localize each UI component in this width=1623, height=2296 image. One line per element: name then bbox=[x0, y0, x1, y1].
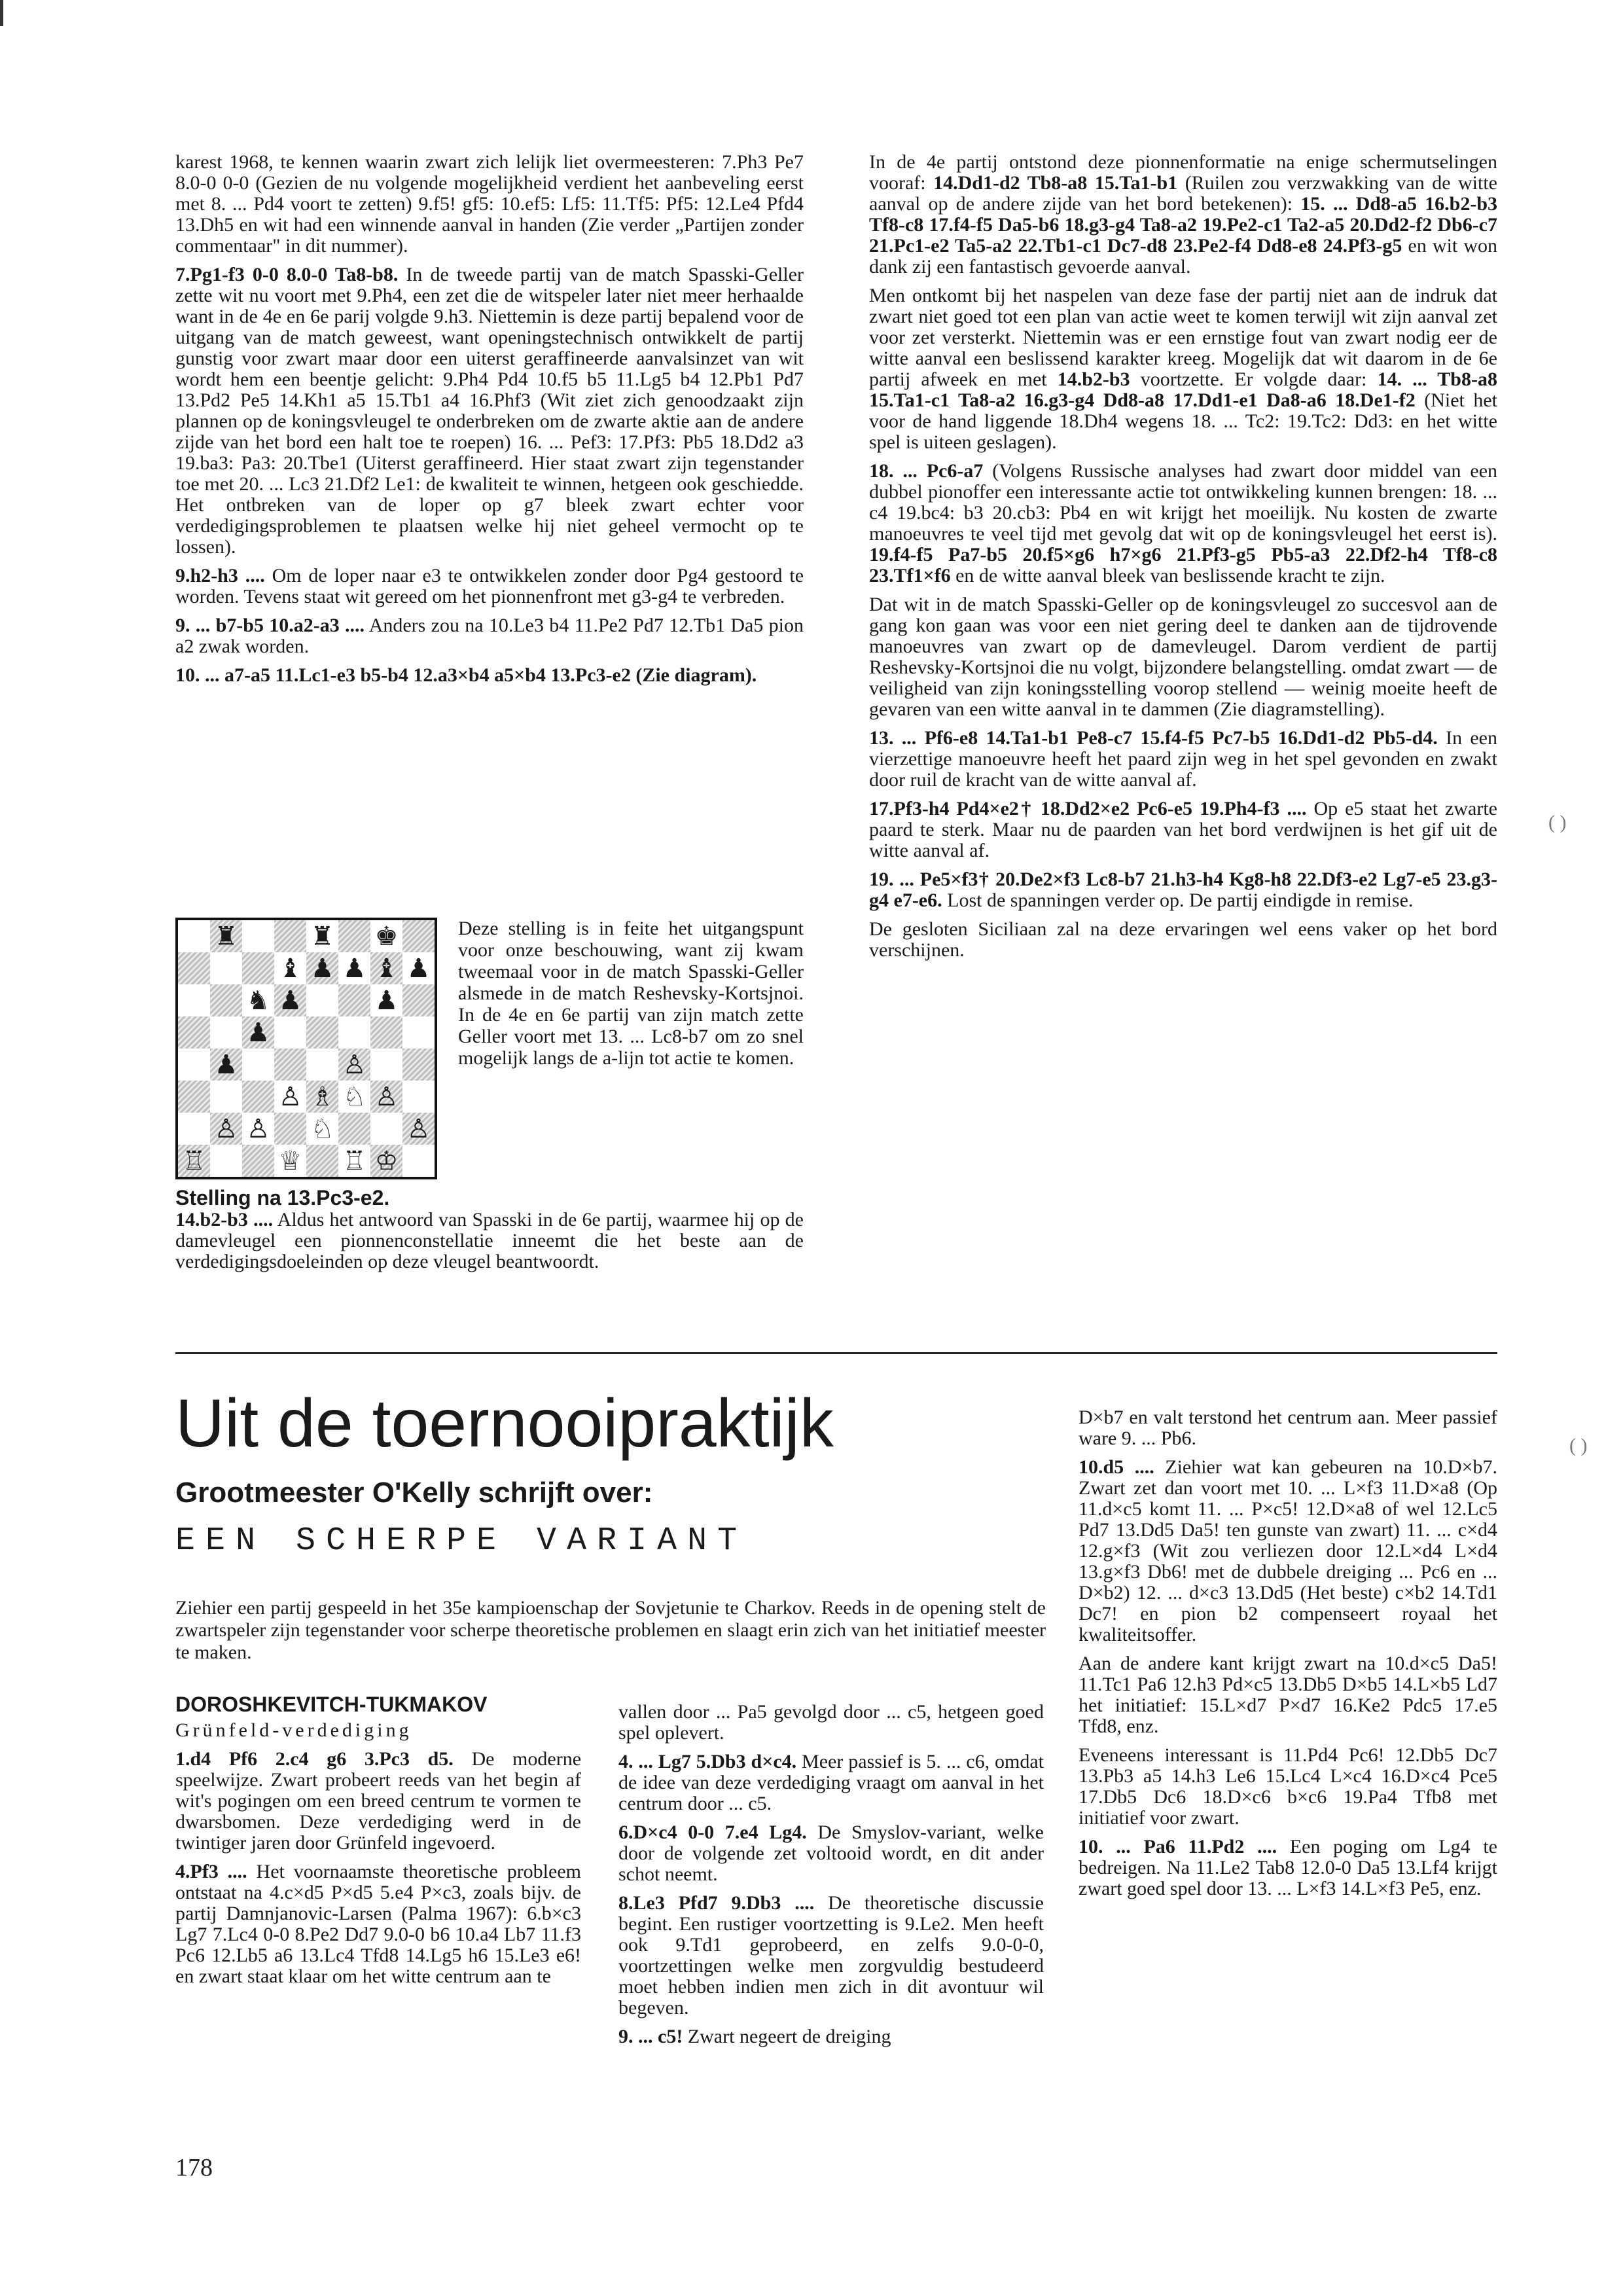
board-square bbox=[370, 1016, 402, 1049]
move-text: 9.h2-h3 .... bbox=[175, 565, 265, 586]
scan-margin-mark: ( ) bbox=[1569, 1435, 1588, 1456]
move-text: 14.b2-b3 bbox=[1057, 368, 1130, 390]
paragraph bbox=[175, 1210, 804, 1272]
top-left-column bbox=[175, 152, 804, 694]
board-square bbox=[402, 1049, 435, 1081]
board-square: ♕ bbox=[274, 1145, 306, 1177]
article-title: EEN SCHERPE VARIANT bbox=[175, 1522, 748, 1560]
text: De gesloten Siciliaan zal na deze ervaringen wel eens vaker op het bord verschijnen. bbox=[869, 918, 1497, 961]
board-square: ♝ bbox=[370, 952, 402, 984]
paragraph bbox=[869, 594, 1497, 720]
chess-diagram bbox=[175, 918, 437, 1210]
game-title: DOROSHKEVITCH-TUKMAKOV bbox=[175, 1693, 488, 1716]
board-square bbox=[402, 1016, 435, 1049]
board-square bbox=[178, 1016, 210, 1049]
text: voortzette. Er volgde daar: bbox=[1130, 368, 1378, 390]
paragraph bbox=[1079, 1745, 1497, 1829]
text: vallen door ... Pa5 gevolgd door ... c5, hetgeen goed spel oplevert. bbox=[618, 1701, 1044, 1744]
board-square bbox=[306, 1145, 338, 1177]
paragraph bbox=[869, 285, 1497, 453]
board-square bbox=[210, 952, 242, 984]
move-text: 14.Dd1-d2 Tb8-a8 15.Ta1-b1 bbox=[933, 172, 1178, 194]
move-text: 19. ... Pe5×f3† 20.De2×f3 Lc8-b7 21.h3-h4 Kg8-h8 22.Df3-e2 Lg7-e5 23.g3-g4 e7-e6. bbox=[869, 869, 1497, 911]
text: Anders zou na 10.Le3 b4 11.Pe2 Pd7 12.Tb1 Da5 pion a2 zwak worden. bbox=[175, 615, 804, 657]
text: Een poging om Lg4 te bedreigen. Na 11.Le2 Tab8 12.0-0 Da5 13.Lf4 krijgt zwart goed spel door 13. ... L×f3 14.L×f3 Pe5, enz. bbox=[1079, 1836, 1497, 1899]
text: Om de loper naar e3 te ontwikkelen zonder door Pg4 gestoord te worden. Tevens staat wit gereed om het pionnenfront met g3-g4 te verbreden. bbox=[175, 565, 804, 607]
paragraph bbox=[1079, 1457, 1497, 1645]
paragraph bbox=[869, 152, 1497, 278]
move-text: 14. ... Tb8-a8 15.Ta1-c1 Ta8-a2 16.g3-g4 Dd8-a8 17.Dd1-e1 Da8-a6 18.De1-f2 bbox=[869, 368, 1497, 411]
move-text: 4. ... Lg7 5.Db3 d×c4. bbox=[618, 1751, 797, 1772]
bottom-column-1 bbox=[175, 1694, 581, 1995]
board-square: ♙ bbox=[210, 1113, 242, 1145]
paragraph bbox=[869, 869, 1497, 911]
board-square: ♖ bbox=[178, 1145, 210, 1177]
board-square bbox=[402, 920, 435, 952]
text: In een vierzettige manoeuvre heeft het paard zijn weg in het spel gevonden en zwakt door ruil de kracht van de witte aanval af. bbox=[869, 727, 1497, 791]
board-square bbox=[242, 1145, 274, 1177]
scan-margin-mark: ( ) bbox=[1548, 812, 1567, 833]
board-square bbox=[178, 920, 210, 952]
board-square bbox=[242, 952, 274, 984]
text: De Smyslov-variant, welke door de volgende zet voltooid wordt, en dit ander schot neemt. bbox=[618, 1821, 1044, 1885]
chess-board bbox=[175, 918, 437, 1179]
board-square bbox=[370, 1113, 402, 1145]
board-square: ♝ bbox=[274, 952, 306, 984]
text: (Ruilen zou verzwakking van de witte aanval op de andere zijde van het bord betekenen): bbox=[869, 172, 1497, 215]
move-text: 1.d4 Pf6 2.c4 g6 3.Pc3 d5. bbox=[175, 1748, 454, 1770]
board-square bbox=[402, 984, 435, 1016]
paragraph bbox=[618, 1751, 1044, 1814]
text: De theoretische discussie begint. Een rustiger voortzetting is 9.Le2. Men heeft ook 9.Td1 geprobeerd, en zelfs 9.0-0-0, voortzettingen welke men zorgvuldig bestudeerd moet hebben indien men zich in dit avontuur wil begeven. bbox=[618, 1892, 1044, 2018]
diagram-commentary: Deze stelling is in feite het uitgangspunt voor onze beschouwing, want zij kwam tweemaal voor in de match Spasski-Geller alsmede in de match Reshevsky-Kortsjnoi. In de 4e en 6e partij van zijn match zette Geller voort met 13. ... Lc8-b7 om zo snel mogelijk langs de a-lijn tot actie te komen. bbox=[458, 918, 804, 1069]
paragraph bbox=[869, 728, 1497, 791]
paragraph bbox=[869, 919, 1497, 961]
page-number: 178 bbox=[175, 2154, 213, 2181]
board-square: ♙ bbox=[370, 1081, 402, 1113]
article-subheading: Grootmeester O'Kelly schrijft over: bbox=[175, 1477, 653, 1509]
paragraph bbox=[618, 1893, 1044, 2018]
paragraph bbox=[175, 565, 804, 607]
text: en wit won dank zij een fantastisch gevoerde aanval. bbox=[869, 235, 1497, 278]
text: (Niet het voor de hand liggende 18.Dh4 wegens 18. ... Tc2: 19.Tc2: Dd3: en het witte spel is uiteen geslagen). bbox=[869, 389, 1497, 453]
board-square: ♟ bbox=[274, 984, 306, 1016]
board-square: ♗ bbox=[306, 1081, 338, 1113]
board-square: ♟ bbox=[242, 1016, 274, 1049]
board-square bbox=[338, 1113, 370, 1145]
board-square bbox=[338, 1016, 370, 1049]
board-square bbox=[274, 1113, 306, 1145]
board-square bbox=[274, 1016, 306, 1049]
paragraph bbox=[175, 1861, 581, 1987]
text: D×b7 en valt terstond het centrum aan. Meer passief ware 9. ... Pb6. bbox=[1079, 1407, 1497, 1449]
board-square bbox=[210, 1016, 242, 1049]
move-text: 9. ... b7-b5 10.a2-a3 .... bbox=[175, 615, 365, 636]
board-square bbox=[178, 952, 210, 984]
paragraph bbox=[618, 1702, 1044, 1744]
paragraph bbox=[175, 1749, 581, 1854]
board-square bbox=[274, 920, 306, 952]
board-square: ♚ bbox=[370, 920, 402, 952]
move-text: 19.f4-f5 Pa7-b5 20.f5×g6 h7×g6 21.Pf3-g5 Pb5-a3 22.Df2-h4 Tf8-c8 23.Tf1×f6 bbox=[869, 544, 1497, 586]
text: Aldus het antwoord van Spasski in de 6e partij, waarmee hij op de damevleugel een pionnenconstellatie inneemt die het beste aan de verdedigingsdoeleinden op deze vleugel beantwoordt. bbox=[175, 1209, 804, 1272]
board-square bbox=[306, 1016, 338, 1049]
move-text: 14.b2-b3 .... bbox=[175, 1209, 274, 1230]
board-square: ♙ bbox=[242, 1113, 274, 1145]
board-square: ♘ bbox=[306, 1113, 338, 1145]
paragraph bbox=[175, 615, 804, 657]
board-square bbox=[242, 1049, 274, 1081]
text: (Volgens Russische analyses had zwart door middel van een dubbel pionoffer een interessante actie tot ontwikkeling kunnen brengen: 18. ... c4 19.bc4: b3 20.cb3: Pb4 en wit krijgt het moeilijk. Nu kosten de zwarte manoeuvres te veel tijd met gevolg dat wit op de koningsvleugel het eerst is). bbox=[869, 460, 1498, 545]
text: Men ontkomt bij het naspelen van deze fase der partij niet aan de indruk dat zwart niet goed tot een plan van actie weet te komen terwijl wit zijn aanval zet voor zet versterkt. Niettemin was er een ernstige fout van zwart nodig eer de witte aanval een beslissend karakter kreeg. Mogelijk dat wit daarom in de 6e partij afweek en met bbox=[869, 285, 1497, 390]
opening-name: Grünfeld-verdediging bbox=[175, 1719, 412, 1741]
paragraph bbox=[1079, 1653, 1497, 1737]
text: Eveneens interessant is 11.Pd4 Pc6! 12.Db5 Dc7 13.Pb3 a5 14.h3 Le6 15.Lc4 L×c4 16.D×c4 Pce5 17.Db5 Dc6 18.D×c6 b×c6 19.Pa4 Tfb8 met initiatief voor zwart. bbox=[1079, 1744, 1497, 1829]
board-square bbox=[178, 1049, 210, 1081]
article-headline: Uit de toernooipraktijk bbox=[175, 1386, 834, 1462]
text: Ziehier wat kan gebeuren na 10.D×b7. Zwart zet dan voort met 10. ... L×f3 11.D×a8 (Op 11.d×c5 komt 11. ... P×c5! 12.D×a8 of wel 12.Lc5 Pd7 13.Dd5 Da5! ten gunste van zwart) 11. ... c×d4 12.g×f3 (Wit zou verliezen door 12.L×d4 L×d4 13.g×f3 Db6! met de dubbele dreiging ... Pc6 en ... D×b2) 12. ... d×c3 13.Dd5 (Het beste) c×b2 14.Td1 Dc7! en pion b2 compenseert royaal het kwaliteitsoffer. bbox=[1079, 1456, 1497, 1645]
scan-edge-mark bbox=[0, 0, 3, 26]
board-square: ♘ bbox=[338, 1081, 370, 1113]
text: Dat wit in de match Spasski-Geller op de koningsvleugel zo succesvol aan de gang kon gaan was voor een niet gering deel te danken aan de tijdrovende manoeuvres van zwart op de damevleugel. Darom verdient de partij Reshevsky-Kortsjnoi die nu volgt, bijzondere belangstelling. omdat zwart — de veiligheid van zijn koningsstelling voorop stellend — weinig moeite heeft de gevaren van een witte aanval in te dammen (Zie diagramstelling). bbox=[869, 594, 1497, 720]
text: Meer passief is 5. ... c6, omdat de idee van deze verdediging vraagt om aanval in het centrum door ... c5. bbox=[618, 1751, 1044, 1814]
board-square bbox=[210, 984, 242, 1016]
board-square bbox=[178, 984, 210, 1016]
board-square bbox=[210, 1081, 242, 1113]
text: Op e5 staat het zwarte paard te sterk. Maar nu de paarden van het bord verdwijnen is het gif uit de witte aanval af. bbox=[869, 798, 1497, 861]
board-square: ♙ bbox=[338, 1049, 370, 1081]
paragraph bbox=[1079, 1407, 1497, 1449]
move-text: 10.d5 .... bbox=[1079, 1456, 1154, 1478]
board-square bbox=[338, 984, 370, 1016]
top-right-column bbox=[869, 152, 1497, 969]
board-square bbox=[178, 1113, 210, 1145]
board-square bbox=[210, 1145, 242, 1177]
paragraph bbox=[175, 264, 804, 558]
text: en de witte aanval bleek van beslissende kracht te zijn. bbox=[950, 565, 1385, 586]
paragraph bbox=[869, 461, 1497, 586]
board-square bbox=[402, 1145, 435, 1177]
move-text: 7.Pg1-f3 0-0 8.0-0 Ta8-b8. bbox=[175, 264, 399, 285]
text: Zwart negeert de dreiging bbox=[683, 2026, 891, 2047]
move-text: 17.Pf3-h4 Pd4×e2† 18.Dd2×e2 Pc6-e5 19.Ph4-f3 .... bbox=[869, 798, 1307, 819]
board-square bbox=[370, 1049, 402, 1081]
board-square: ♟ bbox=[210, 1049, 242, 1081]
move-text: 4.Pf3 .... bbox=[175, 1861, 247, 1882]
board-square: ♟ bbox=[370, 984, 402, 1016]
board-square bbox=[402, 1081, 435, 1113]
bottom-column-3 bbox=[1079, 1407, 1497, 1907]
text: karest 1968, te kennen waarin zwart zich lelijk liet overmeesteren: 7.Ph3 Pe7 8.0-0 0-0 (Gezien de nu volgende mogelijkheid verdient het aanbeveling eerst met 8. ... Pd4 voort te zetten) 9.f5! gf5: 10.ef5: Lf5: 11.Tf5: Pf5: 12.Le4 Pfd4 13.Dh5 en wit had een winnende aanval in handen (Zie verder „Partijen zonder commentaar" in dit nummer). bbox=[175, 151, 804, 257]
board-square: ♙ bbox=[274, 1081, 306, 1113]
move-text: 10. ... a7-a5 11.Lc1-e3 b5-b4 12.a3×b4 a5×b4 13.Pc3-e2 (Zie diagram). bbox=[175, 664, 757, 686]
top-left-column-continued bbox=[175, 1210, 804, 1280]
paragraph bbox=[869, 798, 1497, 861]
board-square: ♞ bbox=[242, 984, 274, 1016]
board-square bbox=[274, 1049, 306, 1081]
paragraph bbox=[618, 2026, 1044, 2047]
article-intro: Ziehier een partij gespeeld in het 35e kampioenschap der Sovjetunie te Charkov. Reeds in de opening stelt de zwartspeler zijn tegenstander voor scherpe theoretische problemen en slaagt erin zich van het initiatief meester te maken. bbox=[175, 1597, 1046, 1663]
diagram-caption: Stelling na 13.Pc3-e2. bbox=[175, 1186, 390, 1210]
text: Lost de spanningen verder op. De partij eindigde in remise. bbox=[942, 889, 1414, 911]
board-square: ♖ bbox=[338, 1145, 370, 1177]
board-square bbox=[242, 1081, 274, 1113]
move-text: 15. ... Dd8-a5 16.b2-b3 Tf8-c8 17.f4-f5 Da5-b6 18.g3-g4 Ta8-a2 19.Pe2-c1 Ta2-a5 20.Dd2-f2 Db6-c7 21.Pc1-e2 Ta5-a2 22.Tb1-c1 Dc7-d8 23.Pe2-f4 Dd8-e8 24.Pf3-g5 bbox=[869, 193, 1498, 257]
text: In de tweede partij van de match Spasski-Geller zette wit nu voort met 9.Ph4, een zet die de witspeler later niet meer herhaalde want in de 4e en 6e parij volgde 9.h3. Niettemin is deze partij bepalend voor de uitgang van de match geweest, want openingstechnisch ontwikkelt de partij gunstig voor zwart maar door een uiterst geraffineerde aanvalsinzet van wit wordt hem een beentje gelicht: 9.Ph4 Pd4 10.f5 b5 11.Lg5 b4 12.Pb1 Pd7 13.Pd2 Pe5 14.Kh1 a5 15.Tb1 a4 16.Phf3 (Wit ziet zich genoodzaakt zijn plannen op de koningsvleugel te onderbreken om de zwarte aktie aan de andere zijde van het bord een halt toe te roepen) 16. ... Pef3: 17.Pf3: Pb5 18.Dd2 a3 19.ba3: Pa3: 20.Tbe1 (Uiterst geraffineerd. Hier staat zwart zijn tegenstander toe met 20. ... Lc3 21.Df2 Le1: de kwaliteit te winnen, hetgeen ook geschiedde. Het ontbreken van de loper op g7 bleek zwart echter voor verdedigingsproblemen te plaatsen welke hij niet geheel vermocht op te lossen). bbox=[175, 264, 804, 558]
board-square: ♟ bbox=[338, 952, 370, 984]
paragraph bbox=[175, 152, 804, 257]
section-divider bbox=[175, 1352, 1497, 1354]
board-square bbox=[338, 920, 370, 952]
board-square: ♟ bbox=[306, 952, 338, 984]
move-text: 10. ... Pa6 11.Pd2 .... bbox=[1079, 1836, 1277, 1857]
text: In de 4e partij ontstond deze pionnenformatie na enige schermutselingen vooraf: bbox=[869, 151, 1497, 194]
move-text: 9. ... c5! bbox=[618, 2026, 683, 2047]
board-square bbox=[306, 1049, 338, 1081]
paragraph bbox=[175, 665, 804, 686]
board-square: ♜ bbox=[210, 920, 242, 952]
move-text: 6.D×c4 0-0 7.e4 Lg4. bbox=[618, 1821, 807, 1843]
move-text: 13. ... Pf6-e8 14.Ta1-b1 Pe8-c7 15.f4-f5 Pc7-b5 16.Dd1-d2 Pb5-d4. bbox=[869, 727, 1438, 749]
move-text: 8.Le3 Pfd7 9.Db3 .... bbox=[618, 1892, 815, 1914]
move-text: 18. ... Pc6-a7 bbox=[869, 460, 984, 482]
board-square: ♟ bbox=[402, 952, 435, 984]
text: Het voornaamste theoretische probleem ontstaat na 4.c×d5 P×d5 5.e4 P×c3, zoals bijv. de partij Damnjanovic-Larsen (Palma 1967): 6.b×c3 Lg7 7.Lc4 0-0 8.Pe2 Dd7 9.0-0 b6 10.a4 Lb7 11.f3 Pc6 12.Lb5 a6 13.Lc4 Tfd8 14.Lg5 h6 15.Le3 e6! en zwart staat klaar om het witte centrum aan te bbox=[175, 1861, 581, 1987]
text: De moderne speelwijze. Zwart probeert reeds van het begin af wit's pogingen om een breed centrum te vormen te dwarsbomen. Deze verdediging werd in de twintiger jaren door Grünfeld ingevoerd. bbox=[175, 1748, 582, 1854]
bottom-column-2 bbox=[618, 1702, 1044, 2055]
paragraph bbox=[618, 1822, 1044, 1885]
board-square bbox=[306, 984, 338, 1016]
board-square: ♙ bbox=[402, 1113, 435, 1145]
board-square: ♜ bbox=[306, 920, 338, 952]
text: Aan de andere kant krijgt zwart na 10.d×c5 Da5! 11.Tc1 Pa6 12.h3 Pd×c5 13.Db5 D×b5 14.L×b5 Ld7 het initiatief: 15.L×d7 P×d7 16.Ke2 Pdc5 17.e5 Tfd8, enz. bbox=[1079, 1653, 1497, 1737]
board-square bbox=[242, 920, 274, 952]
board-square: ♔ bbox=[370, 1145, 402, 1177]
board-square bbox=[178, 1081, 210, 1113]
paragraph bbox=[1079, 1837, 1497, 1899]
